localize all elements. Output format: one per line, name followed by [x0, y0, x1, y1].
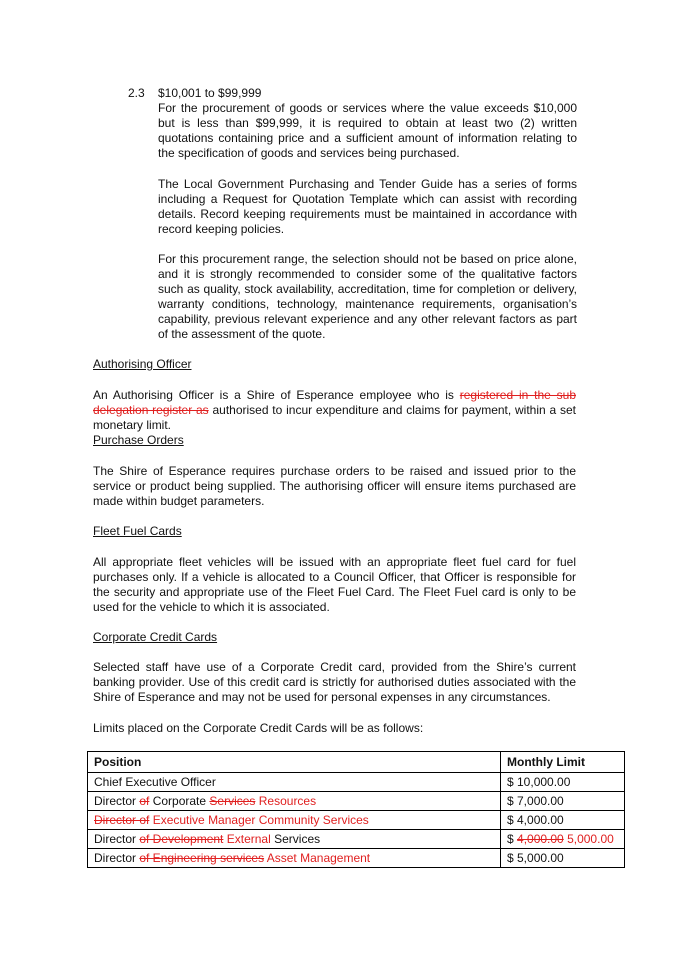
cell-text: Director	[94, 832, 140, 846]
cell-text: Director	[94, 794, 140, 808]
deleted-text: of Engineering services	[139, 851, 265, 865]
section-paragraph-3: For this procurement range, the selection should not be based on price alone, and it is strongly recommended to consider some of the qualitative factors such as quality, stock availability, accreditation, time for completion or delivery, warranty conditions, technology, maintenance requirements, organisation’s capability, previous relevant experience and any other relevant factors as part of the assessment of the quote.	[158, 252, 577, 341]
authorising-officer-heading: Authorising Officer	[93, 357, 192, 371]
monthly-limit-header: Monthly Limit	[501, 752, 625, 773]
monthly-limit-cell	[501, 849, 625, 868]
position-cell	[88, 830, 501, 849]
authorising-deleted-text: registered in the sub delegation register as	[93, 388, 576, 417]
inserted-text: Resources	[258, 794, 317, 808]
cell-text: Director	[94, 851, 140, 865]
purchase-orders-heading: Purchase Orders	[93, 433, 184, 447]
position-header: Position	[88, 752, 501, 773]
cell-text: $ 7,000.00	[507, 794, 564, 808]
table-row	[88, 811, 625, 830]
section-paragraph-2: The Local Government Purchasing and Tender Guide has a series of forms including a Request for Quotation Template which can assist with recording details. Record keeping requirements must be maintained in accordance with record keeping policies.	[158, 177, 577, 236]
position-cell	[88, 792, 501, 811]
table-header-row	[88, 752, 625, 773]
table-row	[88, 792, 625, 811]
monthly-limit-cell	[501, 773, 625, 792]
deleted-text: of	[139, 794, 150, 808]
monthly-limit-cell	[501, 792, 625, 811]
cell-text: $ 10,000.00	[507, 775, 571, 789]
authorising-text-before: An Authorising Officer is a Shire of Esperance employee who is	[93, 388, 460, 402]
table-row	[88, 849, 625, 868]
corporate-credit-cards-heading: Corporate Credit Cards	[93, 630, 218, 644]
deleted-text: Services	[209, 794, 256, 808]
section-title: $10,001 to $99,999	[158, 86, 262, 100]
table-row	[88, 773, 625, 792]
limits-intro: Limits placed on the Corporate Credit Cards will be as follows:	[93, 721, 424, 735]
purchase-orders-text: The Shire of Esperance requires purchase orders to be raised and issued prior to the service or product being supplied. The authorising officer will ensure items purchased are made within budget parameters.	[93, 464, 576, 508]
section-number: 2.3	[128, 86, 145, 100]
monthly-limit-cell	[501, 811, 625, 830]
section-heading	[128, 86, 261, 100]
credit-card-limits-table	[87, 751, 625, 868]
authorising-text-after: authorised to incur expenditure and claims for payment, within a set monetary limit.	[93, 403, 576, 432]
inserted-text: 5,000.00	[567, 832, 614, 846]
cell-text: $ 4,000.00	[507, 813, 564, 827]
position-cell	[88, 849, 501, 868]
limits-table-body	[88, 773, 625, 868]
deleted-text: of Development	[139, 832, 224, 846]
inserted-text: External	[226, 832, 271, 846]
fleet-fuel-cards-heading: Fleet Fuel Cards	[93, 524, 182, 538]
cell-text: Corporate	[149, 794, 210, 808]
position-cell	[88, 773, 501, 792]
section-paragraph-1: For the procurement of goods or services where the value exceeds $10,000 but is less than $99,999, it is required to obtain at least two (2) written quotations containing price and a sufficient amount of information relating to the specification of goods and services being purchased.	[158, 101, 577, 160]
deleted-text: Director of	[94, 813, 150, 827]
inserted-text: Executive Manager Community Services	[152, 813, 369, 827]
fleet-fuel-cards-text: All appropriate fleet vehicles will be issued with an appropriate fleet fuel card for fuel purchases only. If a vehicle is allocated to a Council Officer, that Officer is responsible for the security and appropriate use of the Fleet Fuel Card. The Fleet Fuel card is only to be used for the vehicle to which it is associated.	[93, 555, 576, 614]
inserted-text: Asset Management	[266, 851, 371, 865]
corporate-credit-cards-text: Selected staff have use of a Corporate Credit card, provided from the Shire’s current banking provider. Use of this credit card is strictly for authorised duties associated with the Shire of Esperance and may not be used for personal expenses in any circumstances.	[93, 660, 576, 704]
authorising-officer-text	[93, 388, 576, 433]
deleted-text: 4,000.00	[517, 832, 564, 846]
cell-text: Services	[270, 832, 321, 846]
cell-text: $	[507, 832, 518, 846]
cell-text: Chief Executive Officer	[94, 775, 216, 789]
monthly-limit-cell	[501, 830, 625, 849]
position-cell	[88, 811, 501, 830]
cell-text: $ 5,000.00	[507, 851, 564, 865]
table-row	[88, 830, 625, 849]
